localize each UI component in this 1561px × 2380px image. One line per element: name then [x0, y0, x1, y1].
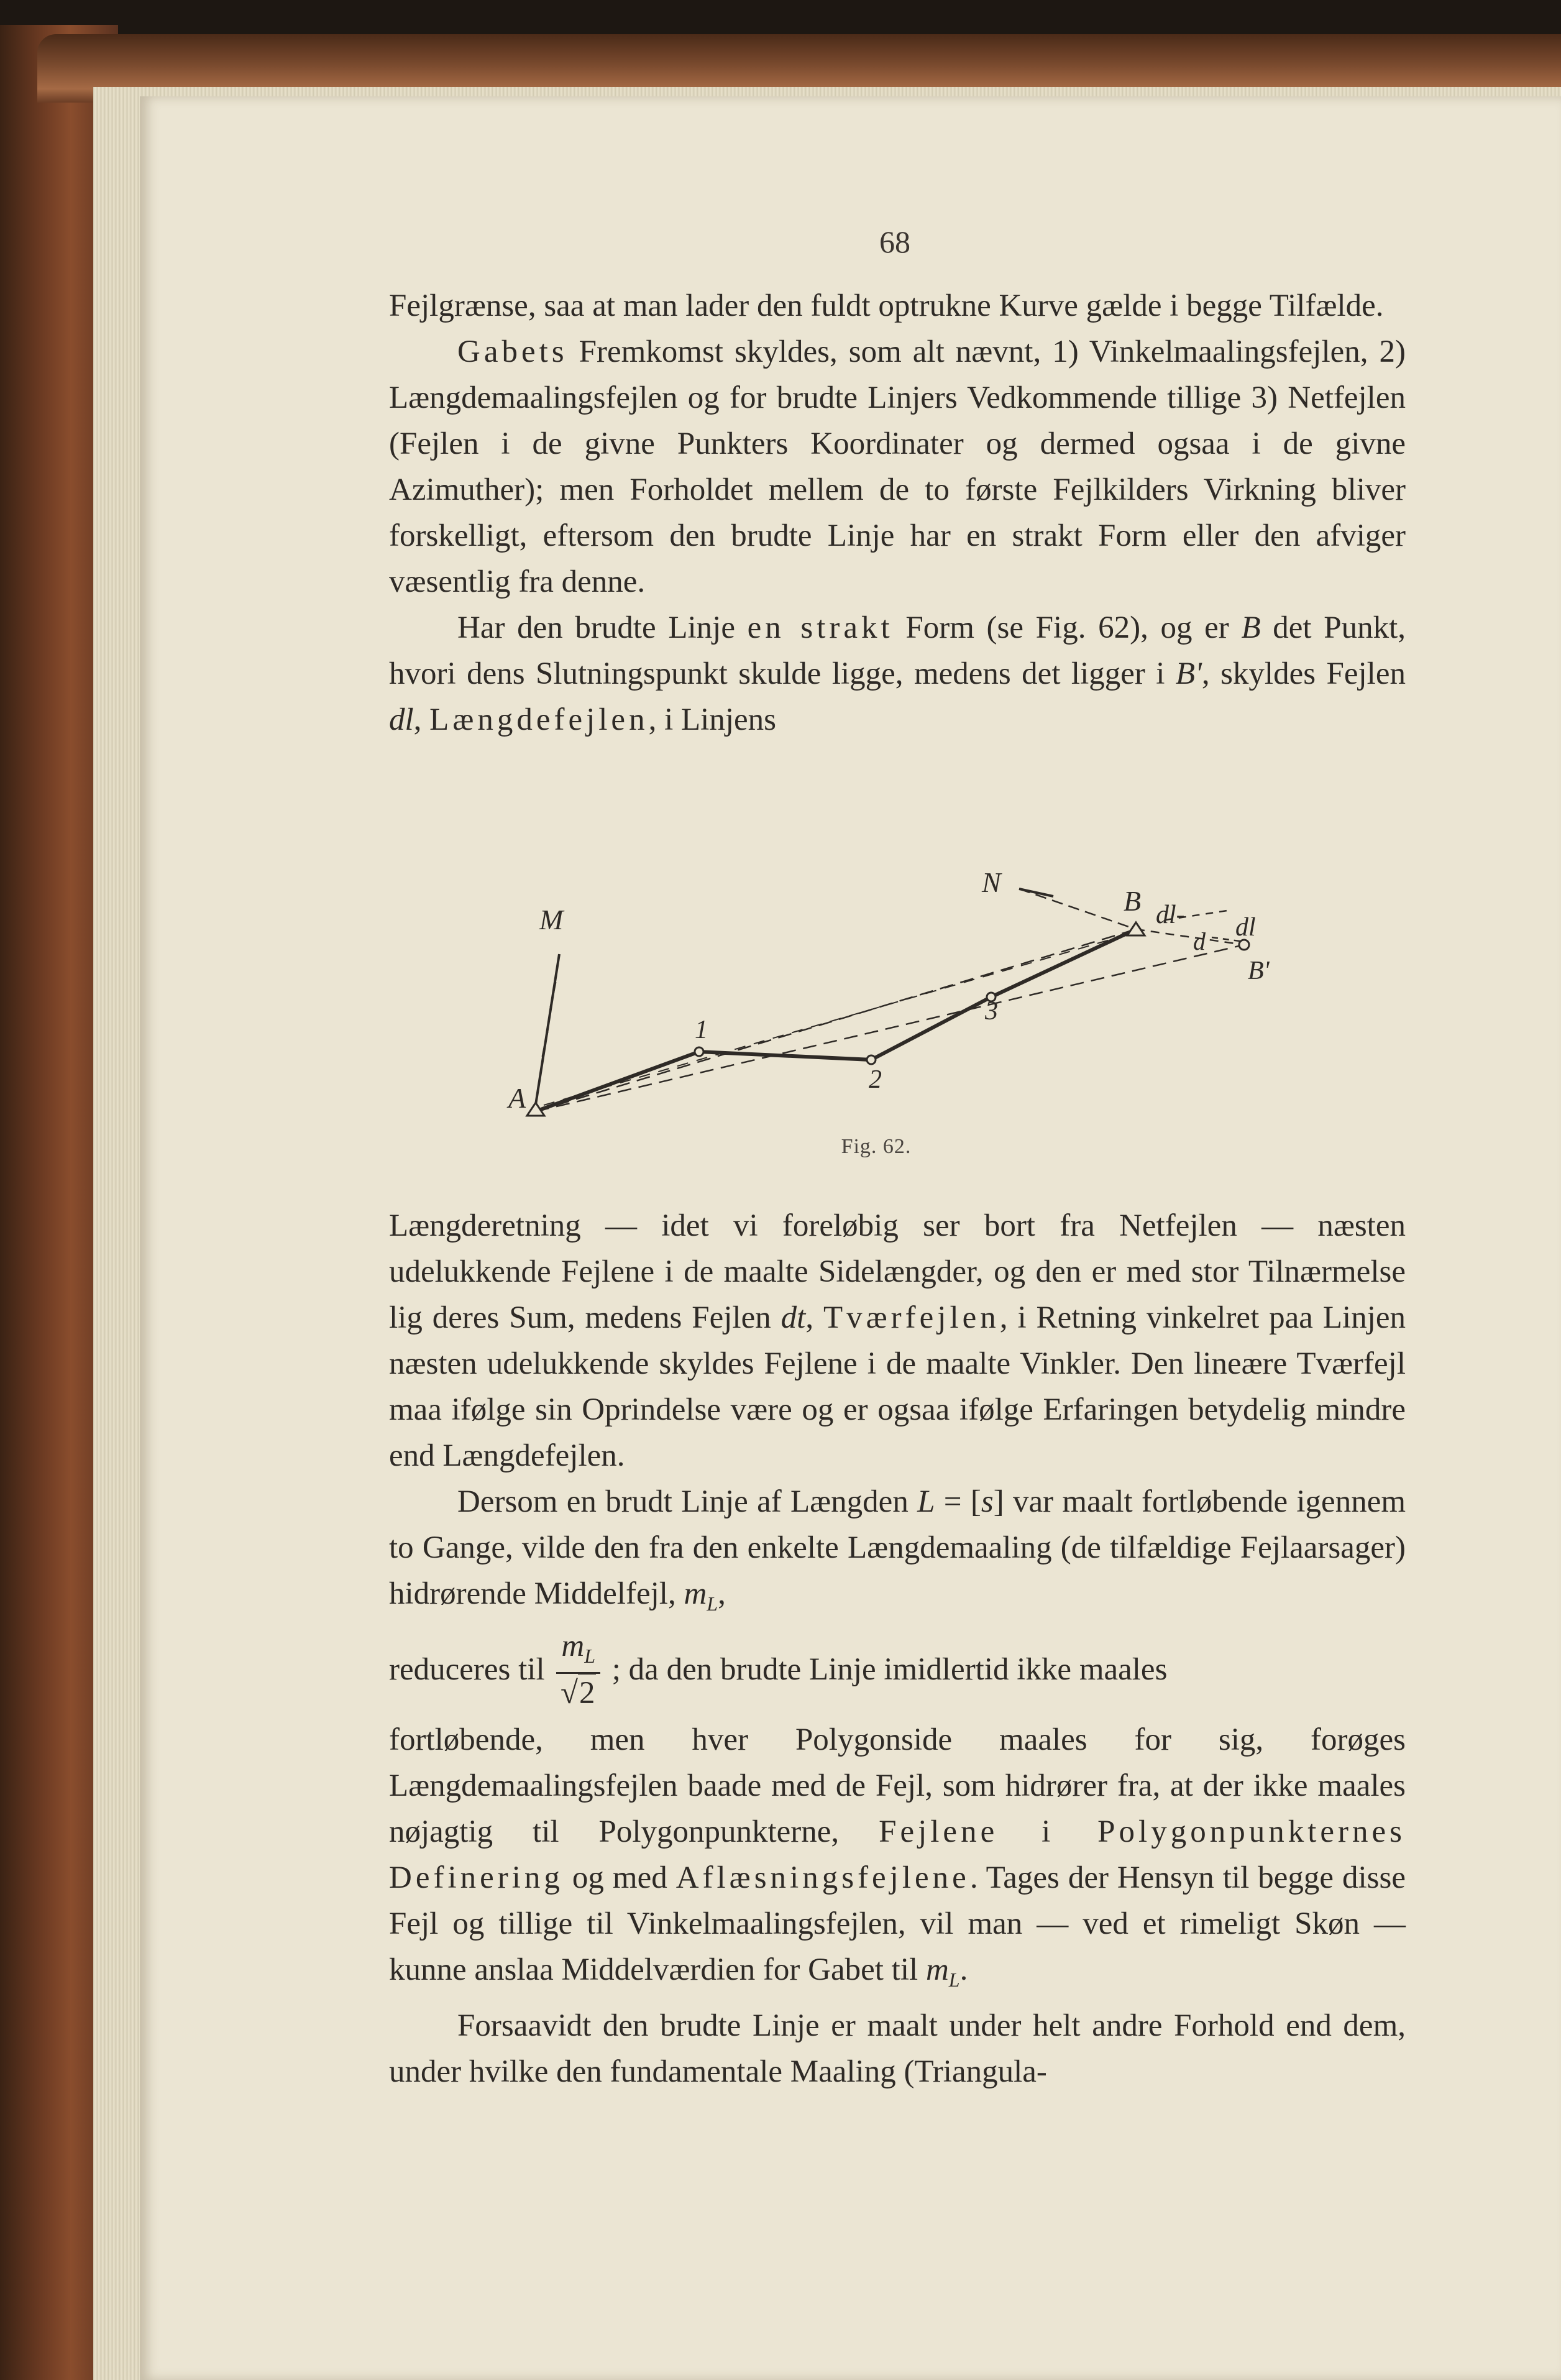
text-run: = [ [935, 1484, 981, 1519]
dashed-b-bprime [1136, 929, 1244, 945]
label-n: N [982, 866, 1001, 898]
italic-symbol: L [917, 1484, 935, 1519]
italic-symbol: dl [389, 702, 414, 737]
point-1 [695, 1047, 703, 1056]
text-run: Længderetning — idet vi foreløbig ser bort fra Netfejlen — næsten udelukkende Fejlene i de maalte Sidelængder, og den er med stor Tilnærmelse lig deres Sum, medens Fejlen [389, 1208, 1406, 1335]
fraction-denominator [556, 1674, 600, 1709]
formula-after: ; da den brudte Linje imidlertid ikke maales [611, 1652, 1168, 1688]
text-run: , i Retning vinkelret paa Linjen næsten udelukkende skyldes Fejlene i de maalte Vinkler. Den lineære Tværfejl maa ifølge sin Oprindelse være og er ogsaa ifølge Erfaringen betydelig mindre end Længdefejlen. [389, 1300, 1406, 1473]
fraction-mL-over-sqrt2 [556, 1630, 600, 1709]
text-block-top [389, 283, 1406, 743]
paragraph [389, 605, 1406, 743]
figure-62 [485, 852, 1311, 1137]
label-d: d [1193, 927, 1206, 955]
spaced-emphasis: Længdefejlen [429, 702, 649, 737]
text-run: , [805, 1300, 824, 1335]
text-block-bottom-1 [389, 1203, 1406, 1627]
italic-symbol: B' [1175, 656, 1202, 691]
text-block-bottom [389, 1203, 1406, 2095]
text-run: Form (se Fig. 62), og er [893, 610, 1242, 645]
point-2 [867, 1055, 876, 1064]
dashed-a-b-2 [544, 934, 1131, 1105]
text-run: , i Linjens [648, 702, 776, 737]
text-run: , [413, 702, 430, 737]
text-run: Fremkomst skyldes, som alt nævnt, 1) Vinkelmaalingsfejlen, 2) Længdemaalingsfejlen og for brudte Linjers Vedkommende tillige 3) Netfejlen (Fejlen i de givne Punkters Koordinater og dermed ogsaa i de givne Azimuther); men Forholdet mellem de to første Fejlkilders Virkning bliver forskelligt, eftersom den brudte Linje har en strakt Form eller den afviger væsentlig fra denne. [389, 334, 1406, 599]
text-run: Dersom en brudt Linje af Længden [457, 1484, 918, 1519]
spaced-emphasis: en strakt [747, 610, 894, 645]
italic-symbol: s [981, 1484, 994, 1519]
formula-before: reduceres til [389, 1652, 545, 1688]
text-run: Fejlgrænse, saa at man lader den fuldt optrukne Kurve gælde i begge Tilfælde. [389, 288, 1384, 323]
sqrt-sign: √ [560, 1675, 578, 1711]
dashed-n-b [1019, 889, 1136, 929]
text-run: ] var maalt fortløbende igennem to Gange, vilde den fra den enkelte Længdemaaling (de tilfældige Fejlaarsager) hidrørende Middelfejl, [389, 1484, 1406, 1611]
text-run: . [959, 1952, 968, 1987]
subscript: L [707, 1592, 718, 1615]
italic-symbol: dt [780, 1300, 806, 1335]
label-b: B [1124, 885, 1142, 917]
spaced-emphasis: Tværfejlen [823, 1300, 1000, 1335]
text-run: , [718, 1576, 726, 1611]
spaced-emphasis: Gabets [457, 334, 568, 369]
label-point-2: 2 [869, 1065, 882, 1094]
page-number: 68 [879, 224, 910, 259]
paragraph [389, 1203, 1406, 1479]
text-run: Har den brudte Linje [457, 610, 748, 645]
fraction-num-sub: L [584, 1645, 596, 1668]
label-dl: dl [1235, 913, 1256, 942]
text-run: og med [563, 1860, 676, 1895]
italic-symbol [707, 1592, 718, 1615]
formula-line [389, 1629, 1406, 1712]
spaced-emphasis: Aflæsningsfejlene [675, 1860, 970, 1895]
text-run: fortløbende, men hver Polygonside maales for sig, forøges Længdemaalingsfejlen baade med de Fejl, som hidrører fra, at der ikke maales nøjagtig til Polygonpunkterne, [389, 1722, 1406, 1849]
figure-caption: Fig. 62. [841, 1135, 912, 1158]
dashed-a-bprime [536, 945, 1244, 1111]
paragraph [389, 1479, 1406, 1627]
paragraph [389, 329, 1406, 605]
label-point-1: 1 [695, 1016, 708, 1044]
label-bprime: B' [1248, 957, 1270, 985]
text-run: . Tages der Hensyn til begge disse Fejl og tillige til Vinkelmaalingsfejlen, vil man — ved et rimeligt Skøn — kunne anslaa Middelværdien for Gabet til [389, 1860, 1406, 1987]
text-block-bottom-2 [389, 1717, 1406, 2095]
point-b-triangle [1127, 922, 1145, 935]
italic-symbol: B [1241, 610, 1261, 645]
paragraph [389, 1717, 1406, 2003]
text-run: det Punkt, hvori dens Slutningspunkt skulde ligge, medens det ligger i [389, 610, 1406, 691]
label-a: A [508, 1082, 526, 1114]
sqrt-argument: 2 [578, 1673, 597, 1711]
paragraph [389, 2003, 1406, 2095]
paragraph [389, 283, 1406, 329]
italic-symbol [949, 1969, 960, 1991]
text-run: , skyldes Fejlen [1201, 656, 1406, 691]
label-point-3: 3 [985, 997, 998, 1026]
text-run: Forsaavidt den brudte Linje er maalt under helt andre Forhold end dem, under hvilke den fundamentale Maaling (Triangula- [389, 2008, 1406, 2090]
subscript: L [948, 1969, 960, 1992]
fraction-numerator [556, 1630, 600, 1674]
italic-symbol: m [925, 1952, 949, 1987]
italic-symbol: m [684, 1576, 707, 1611]
fraction-num-m: m [561, 1629, 585, 1664]
label-dl-dash: dl- [1156, 901, 1185, 929]
label-m: M [539, 904, 564, 935]
spaced-emphasis: Fejlene i Polygonpunkternes Definering [389, 1814, 1406, 1895]
